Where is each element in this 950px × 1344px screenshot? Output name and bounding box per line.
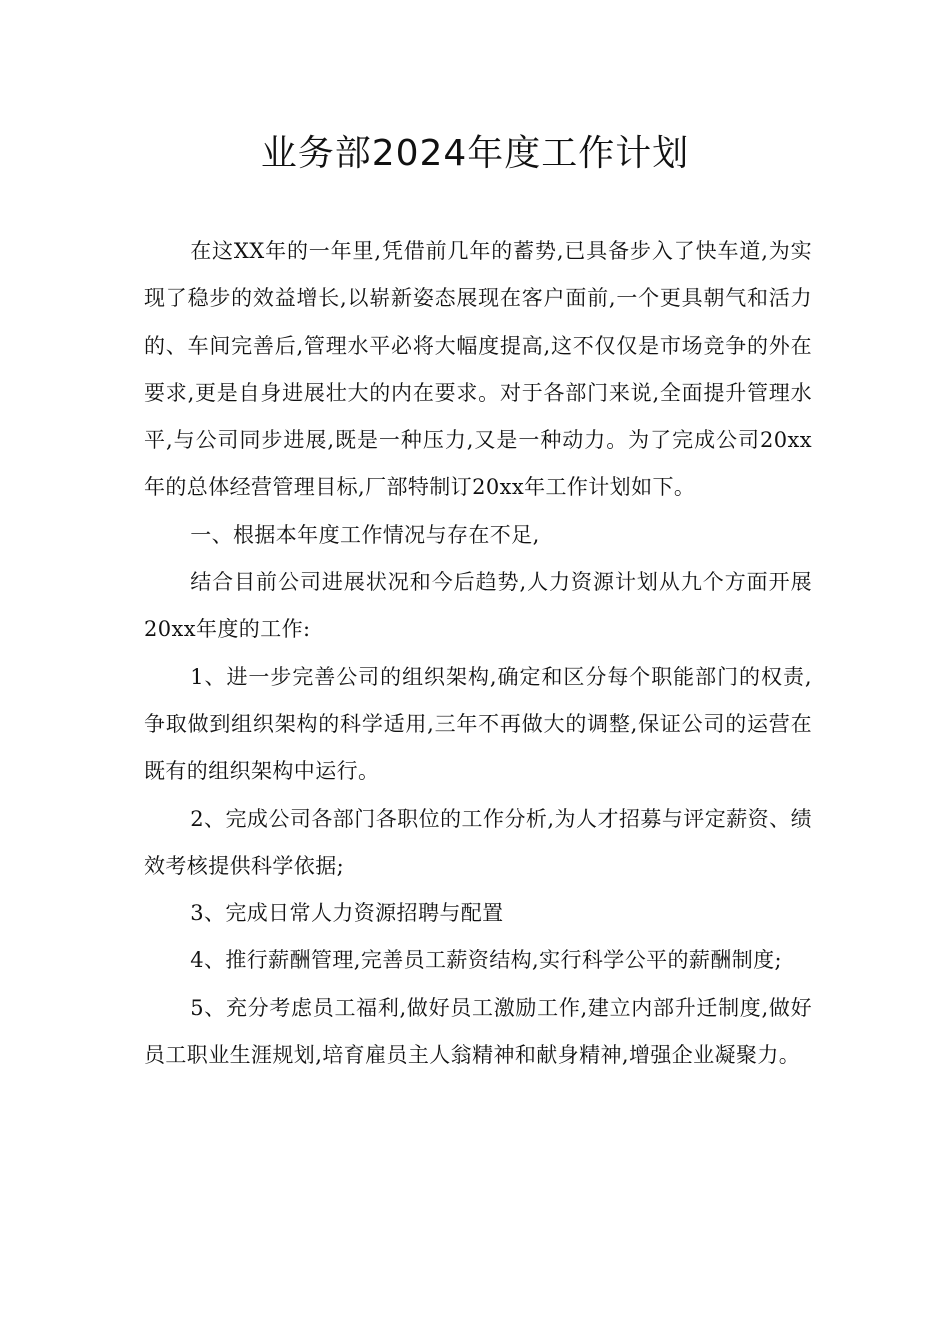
section-heading-one: 一、根据本年度工作情况与存在不足, xyxy=(190,522,540,547)
list-item-3: 3、完成日常人力资源招聘与配置 xyxy=(190,901,504,926)
list-item-4: 4、推行薪酬管理,完善员工薪资结构,实行科学公平的薪酬制度; xyxy=(190,948,782,973)
section-intro-paragraph: 结合目前公司进展状况和今后趋势,人力资源计划从九个方面开展20xx年度的工作: xyxy=(144,570,812,642)
list-item-1: 1、进一步完善公司的组织架构,确定和区分每个职能部门的权责,争取做到组织架构的科学适用,三年不再做大的调整,保证公司的运营在既有的组织架构中运行。 xyxy=(144,664,812,784)
intro-paragraph: 在这XX年的一年里,凭借前几年的蓄势,已具备步入了快车道,为实现了稳步的效益增长,以崭新姿态展现在客户面前,一个更具朝气和活力的、车间完善后,管理水平必将大幅度提高,这不仅仅是市场竞争的外在要求,更是自身进展壮大的内在要求。对于各部门来说,全面提升管理水平,与公司同步进展,既是一种压力,又是一种动力。为了完成公司20xx年的总体经营管理目标,厂部特制订20xx年工作计划如下。 xyxy=(144,239,812,500)
list-item-2: 2、完成公司各部门各职位的工作分析,为人才招募与评定薪资、绩效考核提供科学依据; xyxy=(144,806,812,878)
list-item-5: 5、充分考虑员工福利,做好员工激励工作,建立内部升迁制度,做好员工职业生涯规划,培育雇员主人翁精神和献身精神,增强企业凝聚力。 xyxy=(144,995,812,1068)
document-body xyxy=(144,228,812,1079)
document-title: 业务部2024年度工作计划 xyxy=(260,133,690,174)
